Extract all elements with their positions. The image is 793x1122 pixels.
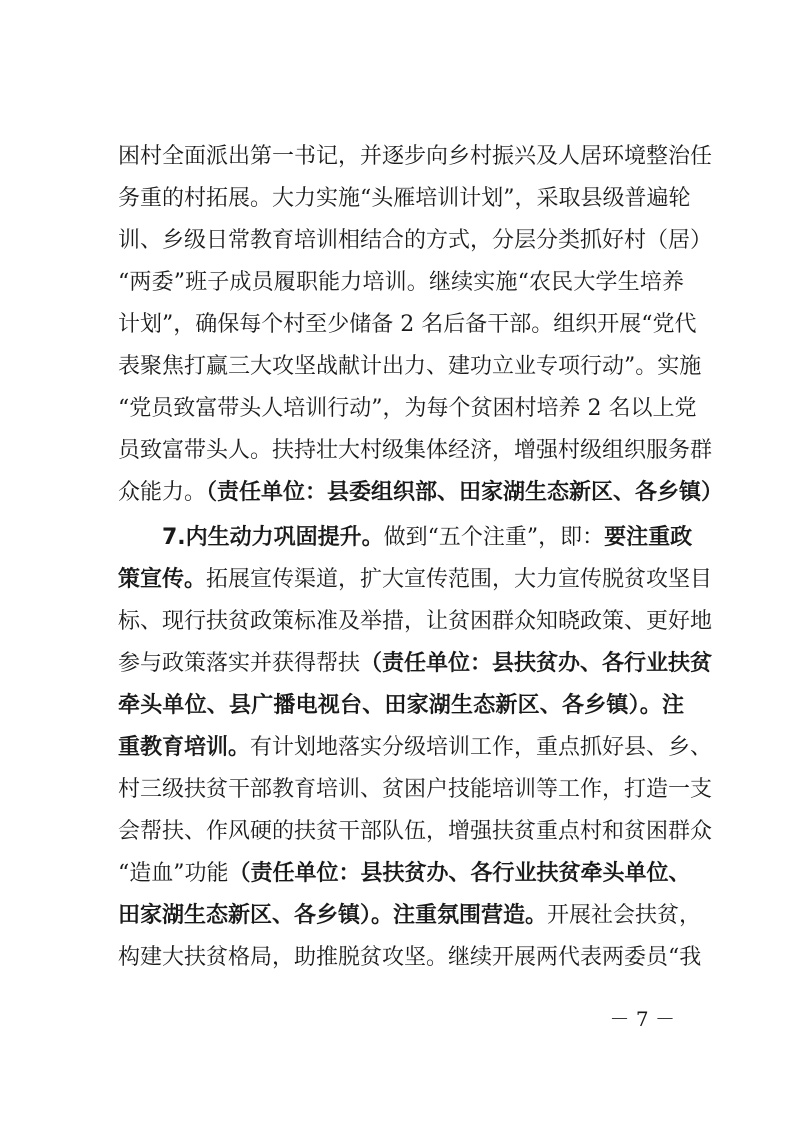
bold-text-run: 策宣传。 xyxy=(118,567,207,592)
text-line xyxy=(118,137,713,177)
bold-text-run: 7.内生动力巩固提升。 xyxy=(162,525,384,550)
text-run: 参与政策落实并获得帮扶 xyxy=(118,651,361,676)
text-line xyxy=(118,389,697,429)
text-line xyxy=(118,770,713,810)
text-run: 开展社会扶贫， xyxy=(547,903,702,928)
text-line xyxy=(118,686,684,726)
text-run: 计划”，确保每个村至少储备 2 名后备干部。组织开展“党代 xyxy=(118,312,697,337)
text-run: 拓展宣传渠道，扩大宣传范围，大力宣传脱贫攻坚目 xyxy=(206,567,713,592)
text-line xyxy=(118,263,684,303)
text-run: 村三级扶贫干部教育培训、贫困户技能培训等工作，打造一支 xyxy=(118,777,713,802)
text-run: 表聚焦打赢三大攻坚战献计出力、建功立业专项行动”。实施 xyxy=(118,354,702,379)
bold-text-run: 田家湖生态新区、各乡镇）。注重氛围营造。 xyxy=(118,903,548,928)
text-run: 务重的村拓展。大力实施“头雁培训计划”，采取县级普遍轮 xyxy=(118,186,691,211)
text-line xyxy=(118,179,691,219)
text-line xyxy=(162,518,693,558)
text-line xyxy=(118,347,702,387)
bold-text-run: 重教育培训。 xyxy=(118,735,251,760)
text-line xyxy=(118,896,702,936)
text-line xyxy=(118,431,713,471)
bold-text-run: 牵头单位、县广播电视台、田家湖生态新区、各乡镇）。注 xyxy=(118,693,684,718)
text-line xyxy=(118,854,691,894)
text-run: 有计划地落实分级培训工作，重点抓好县、乡、 xyxy=(250,735,713,760)
text-run: “党员致富带头人培训行动”，为每个贫困村培养 2 名以上党 xyxy=(118,396,697,421)
text-run: 训、乡级日常教育培训相结合的方式，分层分类抓好村（居） xyxy=(118,228,713,253)
bold-text-run: （责任单位：县扶贫办、各行业扶贫 xyxy=(360,651,713,676)
text-run: 标、现行扶贫政策标准及举措，让贫困群众知晓政策、更好地 xyxy=(118,609,713,634)
bold-text-run: （责任单位：县扶贫办、各行业扶贫牵头单位、 xyxy=(228,861,691,886)
text-line xyxy=(118,560,713,600)
text-run: 困村全面派出第一书记，并逐步向乡村振兴及人居环境整治任 xyxy=(118,144,713,169)
page-number: － 7 － xyxy=(609,1007,675,1031)
text-run: “造血”功能 xyxy=(118,861,229,886)
text-run: 会帮扶、作风硬的扶贫干部队伍，增强扶贫重点村和贫困群众 xyxy=(118,819,713,844)
bold-text-run: 要注重政 xyxy=(604,525,693,550)
text-line xyxy=(118,728,713,768)
text-run: 员致富带头人。扶持壮大村级集体经济，增强村级组织服务群 xyxy=(118,438,713,463)
text-line xyxy=(118,812,713,852)
text-run: 构建大扶贫格局，助推脱贫攻坚。继续开展两代表两委员“我 xyxy=(118,945,702,970)
text-run: 众能力。 xyxy=(118,480,207,505)
text-line xyxy=(118,221,713,261)
bold-text-run: （责任单位：县委组织部、田家湖生态新区、各乡镇） xyxy=(206,480,724,505)
text-line xyxy=(118,602,713,642)
text-line xyxy=(118,305,697,345)
text-line xyxy=(118,473,724,513)
text-run: 做到“五个注重”，即： xyxy=(383,525,605,550)
text-run: “两委”班子成员履职能力培训。继续实施“农民大学生培养 xyxy=(118,270,684,295)
text-line xyxy=(118,644,713,684)
text-line xyxy=(118,938,702,978)
